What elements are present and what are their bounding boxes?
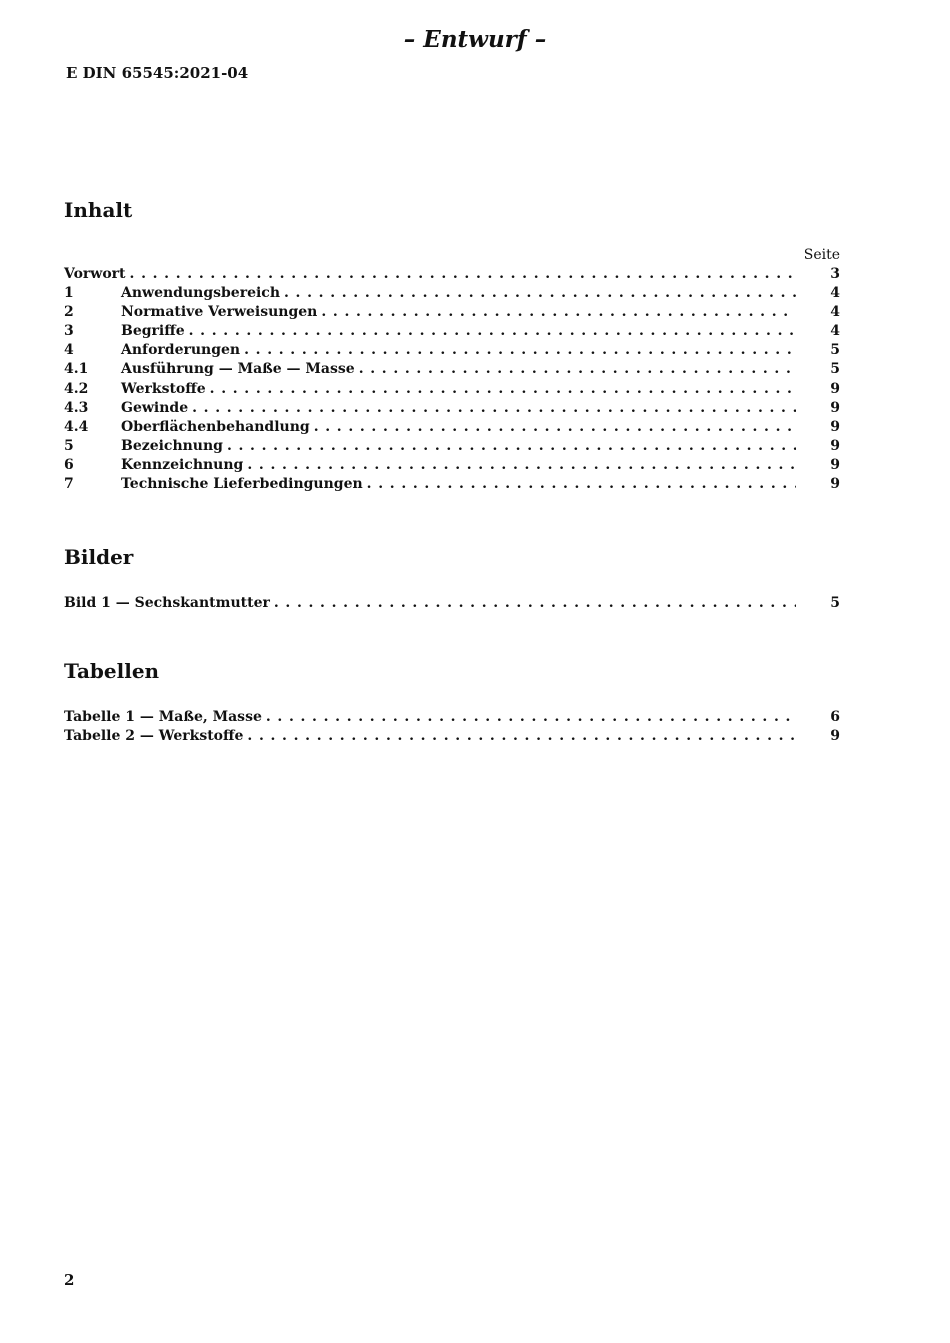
contents-list xyxy=(64,265,840,494)
dot-leader xyxy=(284,284,796,303)
figure-entry-page: 5 xyxy=(830,595,840,611)
toc-entry[interactable] xyxy=(64,284,840,303)
toc-entry-number: 4 xyxy=(64,342,74,359)
toc-entry-page: 5 xyxy=(830,361,840,378)
toc-entry[interactable] xyxy=(64,456,840,475)
toc-entry-title: Bezeichnung xyxy=(121,437,223,454)
page-number: 2 xyxy=(64,1271,75,1289)
toc-entry-page: 9 xyxy=(830,399,840,416)
toc-entry-number: 4.4 xyxy=(64,418,89,435)
toc-entry-title: Technische Lieferbedingungen xyxy=(121,476,363,493)
toc-entry-page: 9 xyxy=(830,418,840,435)
document-id: E DIN 65545:2021-04 xyxy=(66,64,249,82)
draft-banner: – Entwurf – xyxy=(403,26,547,53)
toc-entry-title: Kennzeichnung xyxy=(121,456,244,473)
figure-entry-title: Bild 1 — Sechskantmutter xyxy=(64,595,270,611)
toc-entry[interactable] xyxy=(64,437,840,456)
table-entry[interactable] xyxy=(64,727,840,746)
toc-entry-foreword[interactable] xyxy=(64,265,840,284)
toc-entry-number: 7 xyxy=(64,476,74,493)
toc-entry-number: 3 xyxy=(64,323,74,340)
dot-leader xyxy=(227,437,796,456)
dot-leader xyxy=(274,594,796,613)
toc-entry-page: 4 xyxy=(830,285,840,302)
toc-entry-title: Ausführung — Maße — Masse xyxy=(121,361,355,378)
page-column-label: Seite xyxy=(803,247,840,263)
toc-entry-page: 9 xyxy=(830,380,840,397)
table-entry-page: 9 xyxy=(830,728,840,745)
toc-entry-title: Normative Verweisungen xyxy=(121,304,318,321)
toc-entry-page: 9 xyxy=(830,456,840,473)
contents-heading: Inhalt xyxy=(64,198,133,222)
toc-entry-number: 1 xyxy=(64,285,74,302)
dot-leader xyxy=(192,399,796,418)
toc-entry-page: 4 xyxy=(830,323,840,340)
toc-entry-page: 4 xyxy=(830,304,840,321)
toc-entry-page: 3 xyxy=(830,266,840,282)
toc-entry-number: 4.3 xyxy=(64,399,89,416)
toc-entry[interactable] xyxy=(64,399,840,418)
toc-entry-number: 4.1 xyxy=(64,361,89,378)
toc-entry[interactable] xyxy=(64,322,840,341)
figures-heading: Bilder xyxy=(64,545,134,569)
tables-list xyxy=(64,708,840,746)
dot-leader xyxy=(321,303,796,322)
toc-entry[interactable] xyxy=(64,360,840,379)
table-entry[interactable] xyxy=(64,708,840,727)
toc-entry-number: 4.2 xyxy=(64,380,89,397)
dot-leader xyxy=(244,341,796,360)
tables-heading: Tabellen xyxy=(64,659,160,683)
toc-entry-title: Gewinde xyxy=(121,399,189,416)
dot-leader xyxy=(359,360,796,379)
toc-entry-number: 6 xyxy=(64,456,74,473)
dot-leader xyxy=(210,380,796,399)
toc-entry[interactable] xyxy=(64,341,840,360)
toc-entry-page: 9 xyxy=(830,476,840,493)
toc-entry-title: Anwendungsbereich xyxy=(121,285,280,302)
dot-leader xyxy=(247,727,796,746)
toc-entry-title: Werkstoffe xyxy=(121,380,206,397)
toc-entry-title: Begriffe xyxy=(121,323,185,340)
dot-leader xyxy=(314,418,796,437)
toc-entry[interactable] xyxy=(64,380,840,399)
toc-entry-number: 5 xyxy=(64,437,74,454)
figure-entry[interactable] xyxy=(64,594,840,613)
dot-leader xyxy=(367,475,796,494)
dot-leader xyxy=(189,322,796,341)
dot-leader xyxy=(247,456,796,475)
table-entry-page: 6 xyxy=(830,709,840,725)
table-entry-title: Tabelle 2 — Werkstoffe xyxy=(64,728,244,745)
figures-list xyxy=(64,594,840,613)
toc-entry[interactable] xyxy=(64,303,840,322)
toc-entry-title: Oberflächenbehandlung xyxy=(121,418,310,435)
toc-entry[interactable] xyxy=(64,418,840,437)
table-entry-title: Tabelle 1 — Maße, Masse xyxy=(64,709,262,725)
toc-entry-number: 2 xyxy=(64,304,74,321)
toc-entry-title: Vorwort xyxy=(64,266,126,282)
toc-entry-title: Anforderungen xyxy=(121,342,241,359)
toc-entry-page: 9 xyxy=(830,437,840,454)
toc-entry[interactable] xyxy=(64,475,840,494)
dot-leader xyxy=(130,265,796,284)
toc-entry-page: 5 xyxy=(830,342,840,359)
dot-leader xyxy=(266,708,796,727)
